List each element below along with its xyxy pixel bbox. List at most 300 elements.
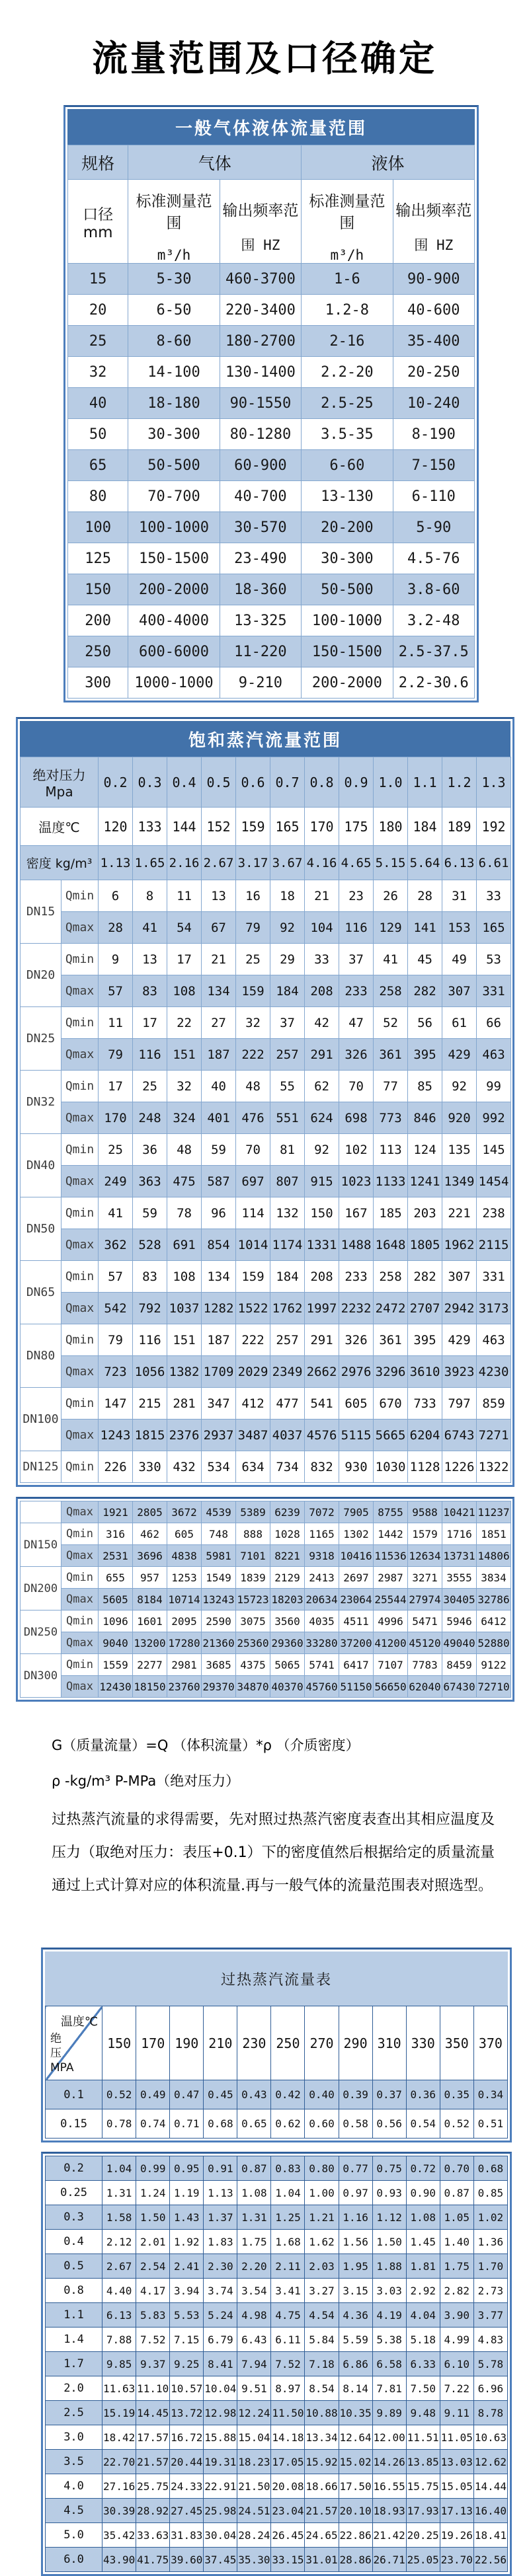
row-label-density: 密度 kg/m³: [20, 846, 99, 880]
pressure-label-cell: 1.1: [46, 2303, 102, 2328]
value-cell: 180-2700: [220, 326, 301, 357]
qmin-value: 361: [374, 1324, 408, 1356]
temperature-column-header: 350: [440, 2006, 473, 2080]
qmax-value: 10714: [167, 1589, 202, 1610]
qmax-value: 1241: [408, 1166, 442, 1197]
qmax-row: [20, 912, 511, 944]
qmin-value: 25: [236, 944, 270, 975]
qmax-value: 52880: [477, 1632, 511, 1654]
qmax-value: 51150: [339, 1676, 374, 1698]
density-value-cell: 7.94: [237, 2352, 271, 2376]
qmin-value: 11: [99, 1007, 133, 1039]
qmax-row: [20, 1420, 511, 1451]
qmax-value: 2937: [202, 1420, 236, 1451]
qmin-value: 1839: [236, 1567, 270, 1589]
qmax-row: [20, 1293, 511, 1324]
pressure-label-cell: 0.8: [46, 2279, 102, 2303]
qmin-value: 85: [408, 1071, 442, 1102]
temperature-column-header: 270: [305, 2006, 339, 2080]
qmax-value: 291: [305, 1039, 339, 1071]
density-value-cell: 9.85: [102, 2352, 136, 2376]
table-row: [46, 2303, 508, 2328]
density-value-cell: 12.98: [204, 2401, 237, 2425]
qmin-label: Qmin: [61, 1324, 99, 1356]
density-value-cell: 2.82: [440, 2279, 473, 2303]
pressure-label-cell: 3.5: [46, 2450, 102, 2474]
qmax-value: 2531: [99, 1545, 133, 1567]
density-value-cell: 7.52: [271, 2352, 305, 2376]
value-cell: 90-900: [393, 264, 474, 295]
value-cell: 9-210: [220, 667, 301, 699]
density-value-cell: 8.97: [271, 2376, 305, 2401]
density-value-cell: 5.38: [372, 2328, 406, 2352]
document-page: [0, 30, 529, 2566]
qmin-value: 2095: [167, 1610, 202, 1632]
qmax-value: 1133: [374, 1166, 408, 1197]
qmax-value: 1488: [339, 1229, 374, 1261]
qmin-value: 832: [305, 1451, 339, 1483]
qmin-value: 215: [133, 1388, 167, 1420]
qmax-value: 7905: [339, 1501, 374, 1523]
general-flow-table-title: 一般气体液体流量范围: [67, 109, 475, 145]
density-value-cell: 0.93: [372, 2181, 406, 2205]
value-cell: 150-1500: [302, 636, 393, 667]
qmin-value: 734: [270, 1451, 305, 1483]
density-value-cell: 28.24: [237, 2523, 271, 2548]
qmax-value: 8184: [133, 1589, 167, 1610]
qmax-value: 30405: [442, 1589, 477, 1610]
qmin-row: [20, 1388, 511, 1420]
temperature-row: [20, 808, 511, 846]
table-row: [46, 2205, 508, 2230]
density-value-cell: 21.50: [237, 2474, 271, 2499]
qmax-value: 129: [374, 912, 408, 944]
qmin-value: 1601: [133, 1610, 167, 1632]
qmin-label: Qmin: [61, 1071, 99, 1102]
qmax-row: [20, 1166, 511, 1197]
density-value-cell: 1.08: [406, 2205, 440, 2230]
density-value-cell: 3.90: [440, 2303, 473, 2328]
density-value-cell: 1.00: [305, 2181, 339, 2205]
density-value-cell: 35.42: [102, 2523, 136, 2548]
qmax-value: 691: [167, 1229, 202, 1261]
temperature-column-header: 150: [102, 2006, 136, 2080]
qmin-value: 2987: [374, 1567, 408, 1589]
qmax-value: 1709: [202, 1356, 236, 1388]
corner-cell: [46, 2006, 102, 2080]
density-value-cell: 1.40: [440, 2230, 473, 2254]
superheated-steam-table-block1: [41, 1948, 512, 2142]
header-line: 输出频率范: [222, 202, 299, 219]
qmin-value: 331: [477, 1261, 511, 1293]
qmin-value: 2981: [167, 1654, 202, 1676]
density-value-cell: 0.51: [473, 2109, 507, 2139]
value-cell: 18-360: [220, 574, 301, 605]
qmin-value: 221: [442, 1197, 477, 1229]
density-value-cell: 0.71: [170, 2109, 204, 2139]
table-row: [68, 574, 475, 605]
qmin-value: 145: [477, 1134, 511, 1166]
qmin-value: 185: [374, 1197, 408, 1229]
qmax-value: 992: [477, 1102, 511, 1134]
qmin-value: 462: [133, 1523, 167, 1545]
qmin-value: 634: [236, 1451, 270, 1483]
table-row: [46, 2499, 508, 2523]
density-value-cell: 0.42: [271, 2080, 305, 2109]
density-value-cell: 0.60: [305, 2109, 339, 2139]
qmin-value: 6417: [339, 1654, 374, 1676]
density-value-cell: 6.96: [473, 2376, 507, 2401]
density-value-cell: 5.84: [305, 2328, 339, 2352]
qmax-value: 83: [133, 975, 167, 1007]
density-value-cell: 17.05: [271, 2450, 305, 2474]
table-row: [46, 2181, 508, 2205]
qmin-label: Qmin: [61, 1567, 99, 1589]
value-cell: 6-50: [128, 295, 220, 326]
temperature-value: 184: [408, 808, 442, 846]
density-value-cell: 0.58: [339, 2109, 372, 2139]
qmin-value: 83: [133, 1261, 167, 1293]
density-value: 3.17: [236, 846, 270, 880]
qmax-value: 1174: [270, 1229, 305, 1261]
density-value-cell: 10.63: [473, 2425, 507, 2450]
qmin-value: 2590: [202, 1610, 236, 1632]
qmin-label: Qmin: [61, 1134, 99, 1166]
qmin-value: 70: [236, 1134, 270, 1166]
density-value-cell: 3.41: [271, 2279, 305, 2303]
corner-top-label: 温度℃: [60, 2015, 99, 2029]
column-header-liquid: 液体: [302, 145, 475, 180]
pressure-label-cell: 0.25: [46, 2181, 102, 2205]
diameter-cell: 15: [68, 264, 128, 295]
qmax-value: 587: [202, 1166, 236, 1197]
density-value-cell: 0.97: [339, 2181, 372, 2205]
qmin-value: 395: [408, 1324, 442, 1356]
qmin-label: Qmin: [61, 1610, 99, 1632]
value-cell: 1-6: [302, 264, 393, 295]
qmax-value: 551: [270, 1102, 305, 1134]
density-value-cell: 1.95: [339, 2254, 372, 2279]
qmin-value: 26: [374, 880, 408, 912]
table-row: [46, 2080, 508, 2109]
qmax-value: 5605: [99, 1589, 133, 1610]
temperature-column-header: 230: [237, 2006, 271, 2080]
table-header-row: [68, 145, 475, 180]
value-cell: 30-570: [220, 512, 301, 543]
density-value-cell: 6.11: [271, 2328, 305, 2352]
density-value: 2.67: [202, 846, 236, 880]
qmin-value: 77: [374, 1071, 408, 1102]
density-value-cell: 9.48: [406, 2401, 440, 2425]
density-value-cell: 22.91: [204, 2474, 237, 2499]
column-header-liquid-range: [302, 180, 393, 264]
qmax-value: 141: [408, 912, 442, 944]
qmin-value: 222: [236, 1324, 270, 1356]
qmin-value: 52: [374, 1007, 408, 1039]
qmax-value: 67: [202, 912, 236, 944]
density-value-cell: 3.94: [170, 2279, 204, 2303]
diameter-cell: 150: [68, 574, 128, 605]
density-value-cell: 1.12: [372, 2205, 406, 2230]
qmin-value: 2697: [339, 1567, 374, 1589]
density-value-cell: 3.15: [339, 2279, 372, 2303]
diameter-cell: 200: [68, 605, 128, 636]
density-value-cell: 1.37: [204, 2205, 237, 2230]
temperature-value: 133: [133, 808, 167, 846]
density-value-cell: 7.88: [102, 2328, 136, 2352]
density-value-cell: 0.45: [204, 2080, 237, 2109]
qmax-value: 3487: [236, 1420, 270, 1451]
qmin-row: [20, 1324, 511, 1356]
qmin-label: Qmin: [61, 1007, 99, 1039]
density-value-cell: 10.35: [339, 2401, 372, 2425]
density-value-cell: 31.01: [305, 2548, 339, 2572]
qmin-row: [20, 1007, 511, 1039]
density-value-cell: 9.51: [237, 2376, 271, 2401]
qmin-value: 3271: [408, 1567, 442, 1589]
qmax-value: 3672: [167, 1501, 202, 1523]
temperature-column-header: 250: [271, 2006, 305, 2080]
superheated-steam-grid-1: [45, 2006, 508, 2139]
pressure-value: 1.0: [374, 757, 408, 808]
density-value-cell: 8.54: [305, 2376, 339, 2401]
value-cell: 5-30: [128, 264, 220, 295]
density-value-cell: 2.73: [473, 2279, 507, 2303]
pressure-label-cell: 1.4: [46, 2328, 102, 2352]
qmax-value: 5981: [202, 1545, 236, 1567]
density-row: [20, 846, 511, 880]
temperature-column-header: 190: [170, 2006, 204, 2080]
density-value-cell: 19.31: [204, 2450, 237, 2474]
qmin-value: 238: [477, 1197, 511, 1229]
qmin-value: 1559: [99, 1654, 133, 1676]
density-value-cell: 0.68: [204, 2109, 237, 2139]
qmax-value: 14806: [477, 1545, 511, 1567]
density-value-cell: 2.67: [102, 2254, 136, 2279]
density-value-cell: 1.16: [339, 2205, 372, 2230]
qmin-value: 930: [339, 1451, 374, 1483]
density-value-cell: 4.98: [237, 2303, 271, 2328]
density-value-cell: 12.00: [372, 2425, 406, 2450]
density-value-cell: 17.50: [339, 2474, 372, 2499]
qmax-value: 41200: [374, 1632, 408, 1654]
qmin-value: 113: [374, 1134, 408, 1166]
density-value-cell: 2.11: [271, 2254, 305, 2279]
qmin-row: [20, 1654, 511, 1676]
qmax-value: 6743: [442, 1420, 477, 1451]
table-row: [46, 2109, 508, 2139]
dn-label: DN25: [20, 1007, 61, 1071]
value-cell: 600-6000: [128, 636, 220, 667]
density-value-cell: 3.54: [237, 2279, 271, 2303]
qmax-value: 395: [408, 1039, 442, 1071]
density-value-cell: 3.77: [473, 2303, 507, 2328]
qmin-value: 3075: [236, 1610, 270, 1632]
density-value-cell: 13.03: [440, 2450, 473, 2474]
density-value-cell: 0.47: [170, 2080, 204, 2109]
density-value-cell: 22.70: [102, 2450, 136, 2474]
qmax-value: 187: [202, 1039, 236, 1071]
density-value-cell: 19.26: [440, 2523, 473, 2548]
qmax-value: 792: [133, 1293, 167, 1324]
qmin-value: 4511: [339, 1610, 374, 1632]
qmax-value: 1522: [236, 1293, 270, 1324]
density-value-cell: 12.62: [473, 2450, 507, 2474]
qmin-value: 1226: [442, 1451, 477, 1483]
qmin-value: 1442: [374, 1523, 408, 1545]
qmax-value: 10416: [339, 1545, 374, 1567]
qmin-value: 226: [99, 1451, 133, 1483]
qmin-value: 316: [99, 1523, 133, 1545]
qmax-value: 2376: [167, 1420, 202, 1451]
header-line: 围 HZ: [241, 237, 280, 253]
dn-label: DN40: [20, 1134, 61, 1197]
qmin-value: 36: [133, 1134, 167, 1166]
qmin-value: 1253: [167, 1567, 202, 1589]
density-value-cell: 5.18: [406, 2328, 440, 2352]
diameter-cell: 40: [68, 388, 128, 419]
density-value-cell: 27.16: [102, 2474, 136, 2499]
qmax-value: 45120: [408, 1632, 442, 1654]
density-value-cell: 1.83: [204, 2230, 237, 2254]
qmax-value: 1815: [133, 1420, 167, 1451]
qmin-value: 29: [270, 944, 305, 975]
qmin-label: Qmin: [61, 1451, 99, 1483]
qmin-value: 37: [270, 1007, 305, 1039]
qmax-value: 6204: [408, 1420, 442, 1451]
density-value-cell: 2.01: [136, 2230, 170, 2254]
qmax-value: 25360: [236, 1632, 270, 1654]
qmax-value: 4230: [477, 1356, 511, 1388]
qmax-value: 920: [442, 1102, 477, 1134]
qmax-value: 159: [236, 975, 270, 1007]
qmin-value: 7107: [374, 1654, 408, 1676]
qmin-value: 2129: [270, 1567, 305, 1589]
density-value-cell: 10.88: [305, 2401, 339, 2425]
density-value-cell: 4.75: [271, 2303, 305, 2328]
density-value-cell: 21.57: [305, 2499, 339, 2523]
dn-label: DN65: [20, 1261, 61, 1324]
density-value-cell: 1.92: [170, 2230, 204, 2254]
qmin-value: 203: [408, 1197, 442, 1229]
qmax-value: 1023: [339, 1166, 374, 1197]
density-value-cell: 7.22: [440, 2376, 473, 2401]
superheated-steam-note: 过热蒸汽流量的求得需要，先对照过热蒸汽密度表查出其相应温度及压力（取绝对压力：表压+0.1）下的密度值然后根据给定的质量流量通过上式计算对应的体积流量.再与一般气体的流量范围表对照选型。: [52, 1811, 495, 1894]
qmin-value: 25: [133, 1071, 167, 1102]
qmax-row: [20, 1632, 511, 1654]
column-header-gas-range: [128, 180, 220, 264]
qmax-value: 184: [270, 975, 305, 1007]
density-value: 1.65: [133, 846, 167, 880]
value-cell: 7-150: [393, 450, 474, 481]
qmin-value: 56: [408, 1007, 442, 1039]
column-header-spec: 规格: [68, 145, 128, 180]
qmin-value: 114: [236, 1197, 270, 1229]
page-title: 流量范围及口径确定: [92, 38, 437, 79]
qmax-value: 2115: [477, 1229, 511, 1261]
qmax-value: 13243: [202, 1589, 236, 1610]
temperature-column-header: 210: [204, 2006, 237, 2080]
qmin-value: 1851: [477, 1523, 511, 1545]
density-value-cell: 1.70: [473, 2254, 507, 2279]
density-value: 6.61: [477, 846, 511, 880]
qmin-value: 59: [133, 1197, 167, 1229]
table-row: [68, 264, 475, 295]
density-value-cell: 26.71: [372, 2548, 406, 2572]
qmax-value: 258: [374, 975, 408, 1007]
qmin-value: 291: [305, 1324, 339, 1356]
dn-label: DN100: [20, 1388, 61, 1451]
density-value-cell: 2.30: [204, 2254, 237, 2279]
qmax-value: 67430: [442, 1676, 477, 1698]
diameter-cell: 100: [68, 512, 128, 543]
table-row: [46, 2156, 508, 2181]
value-cell: 90-1550: [220, 388, 301, 419]
qmax-value: 165: [477, 912, 511, 944]
qmin-value: 9122: [477, 1654, 511, 1676]
qmax-value: 116: [339, 912, 374, 944]
qmax-value: 13731: [442, 1545, 477, 1567]
qmin-value: 1096: [99, 1610, 133, 1632]
qmax-value: 282: [408, 975, 442, 1007]
density-value-cell: 30.39: [102, 2499, 136, 2523]
density-value-cell: 15.02: [339, 2450, 372, 2474]
qmax-value: 4576: [305, 1420, 339, 1451]
table-row: [68, 543, 475, 574]
density-value-cell: 23.70: [440, 2548, 473, 2572]
qmax-value: 3296: [374, 1356, 408, 1388]
notes-section: [52, 1735, 495, 1903]
value-cell: 200-2000: [302, 667, 393, 699]
qmin-value: 33: [477, 880, 511, 912]
qmin-value: 187: [202, 1324, 236, 1356]
diameter-cell: 250: [68, 636, 128, 667]
qmin-value: 655: [99, 1567, 133, 1589]
qmin-value: 11: [167, 880, 202, 912]
dn-label: DN200: [20, 1567, 61, 1610]
pressure-label-cell: 0.2: [46, 2156, 102, 2181]
value-cell: 14-100: [128, 357, 220, 388]
header-line: 标准测量范围: [309, 193, 386, 232]
qmax-value: 361: [374, 1039, 408, 1071]
qmax-value: 401: [202, 1102, 236, 1134]
qmin-label: Qmin: [61, 1388, 99, 1420]
qmax-value: 27974: [408, 1589, 442, 1610]
qmax-value: 15723: [236, 1589, 270, 1610]
density-value-cell: 22.86: [339, 2523, 372, 2548]
table-row: [68, 450, 475, 481]
qmax-value: 34870: [236, 1676, 270, 1698]
value-cell: 11-220: [220, 636, 301, 667]
qmin-value: 534: [202, 1451, 236, 1483]
pressure-row: [20, 757, 511, 808]
density-value-cell: 23.04: [271, 2499, 305, 2523]
density-value-cell: 20.10: [339, 2499, 372, 2523]
qmax-label: Qmax: [61, 1293, 99, 1324]
density-value-cell: 15.05: [440, 2474, 473, 2499]
general-flow-grid: [67, 145, 475, 699]
qmin-value: 258: [374, 1261, 408, 1293]
qmax-value: 37200: [339, 1632, 374, 1654]
header-line: m³/h: [157, 247, 191, 263]
qmin-value: 5065: [270, 1654, 305, 1676]
qmin-value: 330: [133, 1451, 167, 1483]
value-cell: 18-180: [128, 388, 220, 419]
density-value-cell: 20.08: [271, 2474, 305, 2499]
qmax-value: 363: [133, 1166, 167, 1197]
qmin-value: 42: [305, 1007, 339, 1039]
dn-label: DN50: [20, 1197, 61, 1261]
